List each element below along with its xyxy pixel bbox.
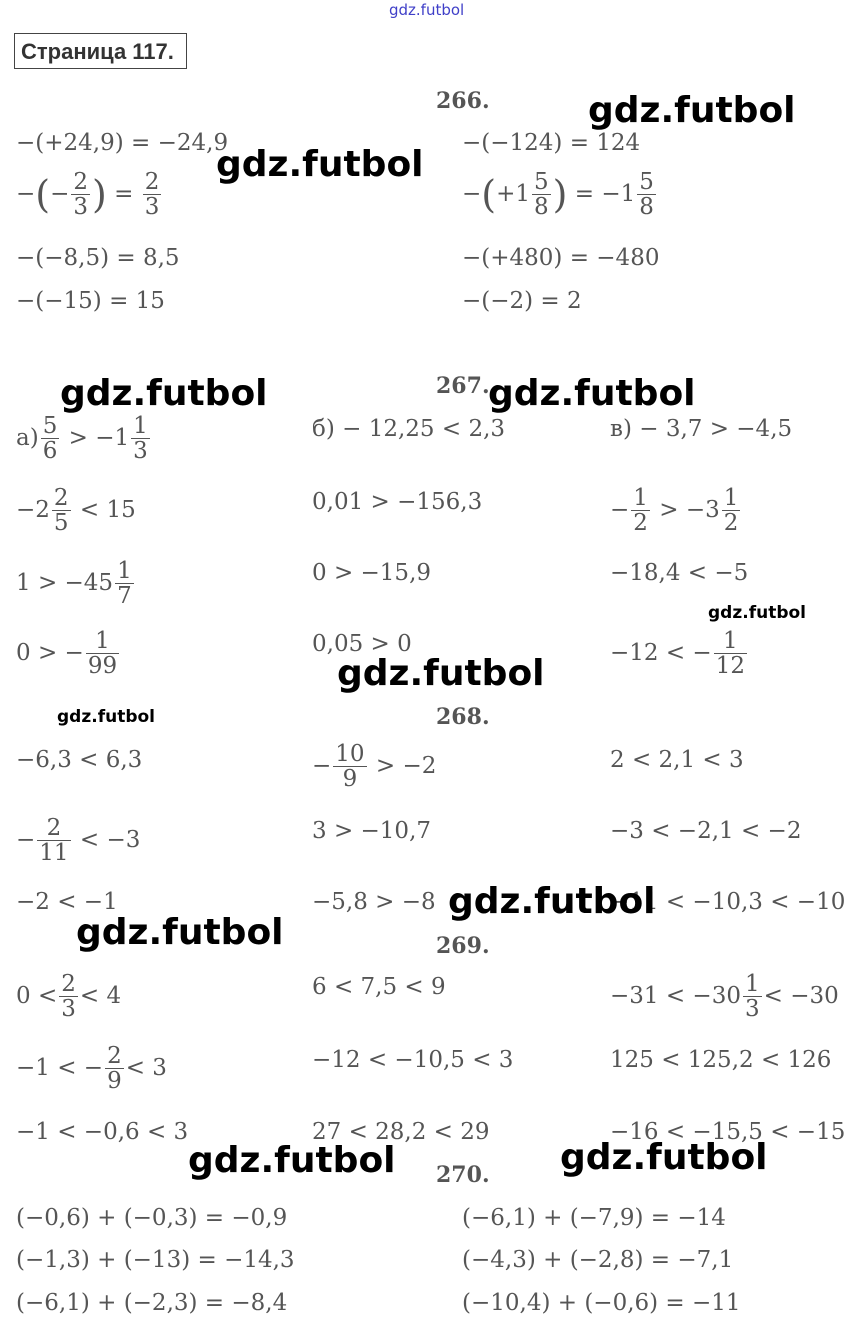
task-266-right-4: −(−2) = 2: [462, 288, 582, 314]
task-267-b-4: 0,05 > 0: [312, 631, 412, 657]
task-270-right-2: (−4,3) + (−2,8) = −7,1: [462, 1247, 734, 1273]
watermark-9: gdz.futbol: [560, 1137, 768, 1178]
watermark-1: gdz.futbol: [588, 90, 796, 131]
task-268-c-1: 2 < 2,1 < 3: [610, 747, 744, 773]
task-266-left-3: −(−8,5) = 8,5: [16, 245, 180, 271]
task-267-c-3: −18,4 < −5: [610, 560, 749, 586]
task-269-c-1: −31 < −30 $\frac{1}{3}$ < −30: [610, 971, 839, 1023]
task-270-left-1: (−0,6) + (−0,3) = −0,9: [16, 1205, 288, 1231]
task-270-right-3: (−10,4) + (−0,6) = −11: [462, 1290, 741, 1316]
task-267-b-2: 0,01 > −156,3: [312, 489, 483, 515]
task-269-a-2: −1 < − $\frac{2}{9}$ < 3: [16, 1043, 167, 1095]
task-268-c-3: −11 < −10,3 < −10: [610, 889, 846, 915]
task-267-c-4: −12 < − $\frac{1}{12}$: [610, 628, 745, 680]
task-268-a-2: − $\frac{2}{11}$ < −3: [16, 815, 141, 867]
top-watermark: gdz.futbol: [389, 1, 465, 19]
task-267-c-2: − $\frac{1}{2}$ > −3 $\frac{1}{2}$: [610, 485, 739, 537]
task-268-c-2: −3 < −2,1 < −2: [610, 818, 802, 844]
task-266-right-1: −(−124) = 124: [462, 130, 641, 156]
task-269-b-2: −12 < −10,5 < 3: [312, 1047, 514, 1073]
watermark-8: gdz.futbol: [188, 1140, 396, 1181]
task-268-b-2: 3 > −10,7: [312, 818, 432, 844]
task-267-b-3: 0 > −15,9: [312, 560, 432, 586]
watermark-2: gdz.futbol: [216, 144, 424, 185]
watermark-5: gdz.futbol: [337, 653, 545, 694]
task-269-b-3: 27 < 28,2 < 29: [312, 1119, 490, 1145]
task-267-a-1: а) $\frac{5}{6}$ > −1 $\frac{1}{3}$: [16, 413, 148, 465]
task-266-number: 266.: [436, 88, 490, 114]
task-266-left-4: −(−15) = 15: [16, 288, 165, 314]
watermark-3: gdz.futbol: [60, 373, 268, 414]
watermark-small-1: gdz.futbol: [708, 603, 806, 623]
task-270-right-1: (−6,1) + (−7,9) = −14: [462, 1205, 726, 1231]
task-267-number: 267.: [436, 373, 490, 399]
watermark-7: gdz.futbol: [76, 912, 284, 953]
task-270-number: 270.: [436, 1162, 490, 1188]
task-269-b-1: 6 < 7,5 < 9: [312, 974, 446, 1000]
task-270-left-3: (−6,1) + (−2,3) = −8,4: [16, 1290, 288, 1316]
task-269-a-3: −1 < −0,6 < 3: [16, 1119, 189, 1145]
watermark-4: gdz.futbol: [488, 373, 696, 414]
task-266-right-3: −(+480) = −480: [462, 245, 660, 271]
watermark-small-2: gdz.futbol: [57, 707, 155, 727]
task-268-a-3: −2 < −1: [16, 889, 118, 915]
task-268-number: 268.: [436, 704, 490, 730]
page-title: Страница 117.: [14, 33, 187, 69]
task-267-b-1: б) − 12,25 < 2,3: [312, 416, 506, 442]
task-269-c-2: 125 < 125,2 < 126: [610, 1047, 832, 1073]
task-268-a-1: −6,3 < 6,3: [16, 747, 143, 773]
task-268-b-1: − $\frac{10}{9}$ > −2: [312, 741, 437, 793]
task-269-c-3: −16 < −15,5 < −15: [610, 1119, 846, 1145]
task-266-right-2: −(+1 $\frac{5}{8}$ ) = −1 $\frac{5}{8}$: [462, 169, 654, 221]
watermark-6: gdz.futbol: [448, 881, 656, 922]
task-266-left-2: −(− $\frac{2}{3}$ ) = $\frac{2}{3}$: [16, 169, 160, 221]
task-269-a-1: 0 < $\frac{2}{3}$ < 4: [16, 971, 122, 1023]
task-267-a-2: −2 $\frac{2}{5}$ < 15: [16, 485, 136, 537]
task-268-b-3: −5,8 > −8: [312, 889, 436, 915]
task-270-left-2: (−1,3) + (−13) = −14,3: [16, 1247, 295, 1273]
task-267-a-3: 1 > −45 $\frac{1}{7}$: [16, 558, 132, 610]
task-267-c-1: в) − 3,7 > −4,5: [610, 416, 793, 442]
task-269-number: 269.: [436, 933, 490, 959]
task-266-left-1: −(+24,9) = −24,9: [16, 130, 229, 156]
task-267-a-4: 0 > − $\frac{1}{99}$: [16, 628, 118, 680]
